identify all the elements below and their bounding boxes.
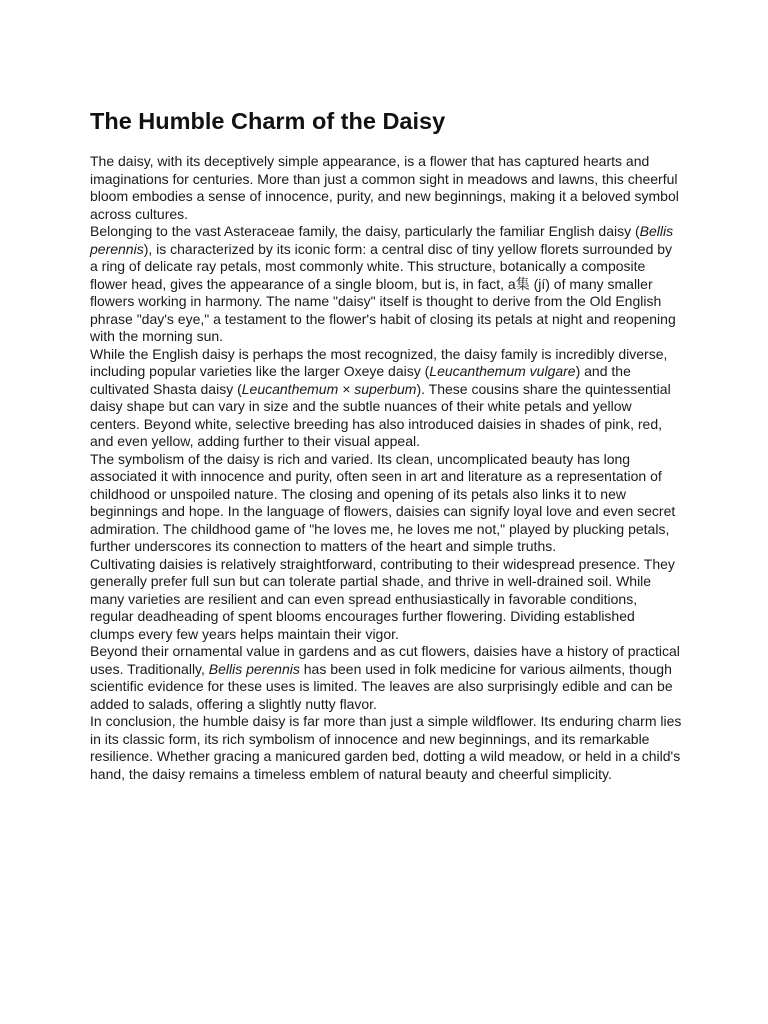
document-title: The Humble Charm of the Daisy bbox=[90, 108, 446, 134]
paragraph-text: Cultivating daisies is relatively straightforward, contributing to their widespread presence. They generally prefer full sun but can tolerate partial shade, and thrive in well-drained soil. While many varieties are resilient and can even spread enthusiastically in favorable conditions, regular deadheading of spent blooms encourages further flowering. Dividing established clumps every few years helps maintain their vigor. bbox=[90, 555, 675, 642]
paragraph-text: The symbolism of the daisy is rich and varied. Its clean, uncomplicated beauty has long associated it with innocence and purity, often seen in art and literature as a representation of childhood or unspoiled nature. The closing and opening of its petals also links it to new beginnings and hope. In the language of flowers, daisies can signify loyal love and even secret admiration. The childhood game of "he loves me, he loves me not," played by plucking petals, further underscores its connection to matters of the heart and simple truths. bbox=[90, 450, 676, 554]
paragraph-conclusion bbox=[90, 713, 682, 783]
paragraph-text: has been used in folk medicine for various ailments, though scientific evidence for these uses is limited. The leaves are also surprisingly edible and can be added to salads, offering a slightly nutty flavor. bbox=[90, 660, 673, 712]
paragraph-cultivation bbox=[90, 556, 682, 644]
paragraph-uses bbox=[90, 643, 682, 713]
paragraph-intro bbox=[90, 153, 682, 223]
paragraph-text: The daisy, with its deceptively simple appearance, is a flower that has captured hearts and imaginations for centuries. More than just a common sight in meadows and lawns, this cheerful bloom embodies a sense of innocence, purity, and new beginnings, making it a beloved symbol across cultures. bbox=[90, 153, 679, 222]
paragraph-text: ) and the cultivated Shasta daisy ( bbox=[90, 363, 631, 397]
species-name: Leucanthemum vulgare bbox=[429, 363, 576, 379]
paragraph-text: Belonging to the vast Asteraceae family, the daisy, particularly the familiar English daisy ( bbox=[90, 223, 640, 239]
document-page bbox=[90, 106, 682, 783]
paragraph-text: While the English daisy is perhaps the most recognized, the daisy family is incredibly diverse, including popular varieties like the larger Oxeye daisy ( bbox=[90, 345, 668, 379]
species-name: Bellis perennis bbox=[208, 660, 300, 677]
paragraph-varieties bbox=[90, 346, 682, 451]
paragraph-symbolism bbox=[90, 451, 682, 556]
paragraph-text: In conclusion, the humble daisy is far more than just a simple wildflower. Its enduring charm lies in its classic form, its rich symbolism of innocence and new beginnings, and its remarkable resilience. Whether gracing a manicured garden bed, dotting a wild meadow, or held in a child's hand, the daisy remains a timeless emblem of natural beauty and cheerful simplicity. bbox=[90, 713, 682, 782]
paragraph-text: ). These cousins share the quintessential daisy shape but can vary in size and the subtle nuances of their white petals and yellow centers. Beyond white, selective breeding has also introduced daisies in shades of pink, red, and even yellow, adding further to their visual appeal. bbox=[90, 380, 671, 449]
species-name: Bellis perennis bbox=[90, 223, 674, 257]
paragraph-family bbox=[90, 223, 682, 346]
paragraph-text: Beyond their ornamental value in gardens and as cut flowers, daisies have a history of practical uses. Traditionally, bbox=[90, 643, 680, 677]
species-name: Leucanthemum × superbum bbox=[241, 380, 417, 397]
paragraph-text: ), is characterized by its iconic form: a central disc of tiny yellow florets surrounded by a ring of delicate ray petals, most commonly white. This structure, botanically a composite flower head, gives the appearance of a single bloom, but is, in fact, a集 (jí) of many smaller flowers working in harmony. The name "daisy" itself is thought to derive from the Old English phrase "day's eye," a testament to the flower's habit of closing its petals at night and reopening with the morning sun. bbox=[90, 240, 676, 344]
